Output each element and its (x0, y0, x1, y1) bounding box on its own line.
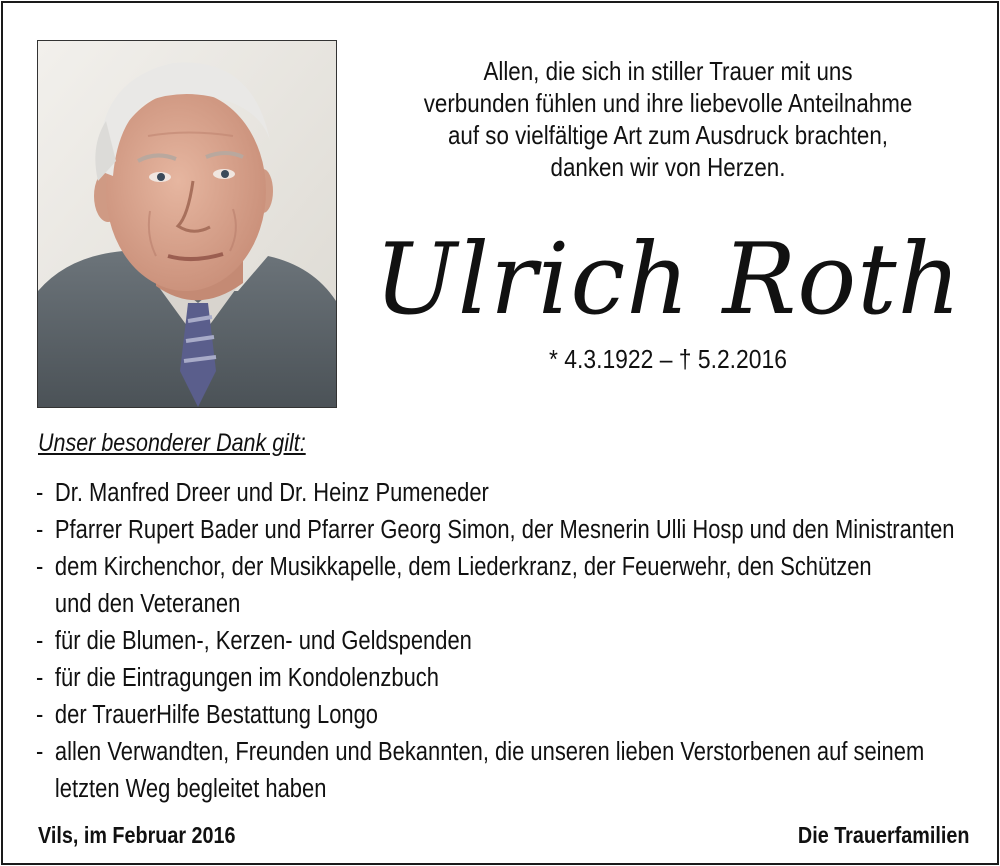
thanks-item-line: für die Blumen-, Kerzen- und Geldspenden (54, 627, 472, 655)
thanks-item (36, 734, 965, 808)
thanks-item-line: Dr. Manfred Dreer und Dr. Heinz Pumeneder (54, 479, 489, 507)
portrait-illustration (38, 41, 336, 407)
thanks-item (36, 623, 965, 660)
list-dash: - (36, 701, 44, 729)
thanks-heading: Unser besonderer Dank gilt: (38, 429, 306, 457)
signature: Die Trauerfamilien (797, 822, 969, 848)
thanks-item-line: für die Eintragungen im Kondolenzbuch (54, 664, 439, 692)
intro-line: Allen, die sich in stiller Trauer mit uns (483, 56, 853, 86)
thanks-item-line: dem Kirchenchor, der Musikkapelle, dem Liederkranz, der Feuerwehr, den Schützen (54, 553, 872, 581)
list-dash: - (36, 738, 44, 766)
list-dash: - (36, 553, 44, 581)
intro-text (389, 55, 948, 183)
thanks-item-line: der TrauerHilfe Bestattung Longo (54, 701, 378, 729)
deceased-name: Ulrich Roth (374, 223, 962, 337)
obituary-card (1, 1, 999, 865)
life-dates: * 4.3.1922 – † 5.2.2016 (549, 344, 787, 374)
list-dash: - (36, 516, 44, 544)
intro-line: danken wir von Herzen. (550, 152, 786, 182)
thanks-item (36, 549, 965, 623)
thanks-item-line: letzten Weg begleitet haben (54, 775, 327, 803)
thanks-item (36, 697, 965, 734)
thanks-list (36, 475, 965, 808)
thanks-item-line: und den Veteranen (54, 590, 241, 618)
thanks-item (36, 660, 965, 697)
intro-line: auf so vielfältige Art zum Ausdruck brachten, (448, 120, 888, 150)
thanks-item-line: allen Verwandten, Freunden und Bekannten, die unseren lieben Verstorbenen auf seinem (54, 738, 925, 766)
thanks-item (36, 475, 965, 512)
thanks-item (36, 512, 965, 549)
list-dash: - (36, 664, 44, 692)
portrait-photo (37, 40, 337, 408)
list-dash: - (36, 479, 44, 507)
intro-line: verbunden fühlen und ihre liebevolle Anteilnahme (423, 88, 913, 118)
place-date: Vils, im Februar 2016 (38, 822, 236, 848)
thanks-item-line: Pfarrer Rupert Bader und Pfarrer Georg Simon, der Mesnerin Ulli Hosp und den Ministranten (54, 516, 955, 544)
list-dash: - (36, 627, 44, 655)
